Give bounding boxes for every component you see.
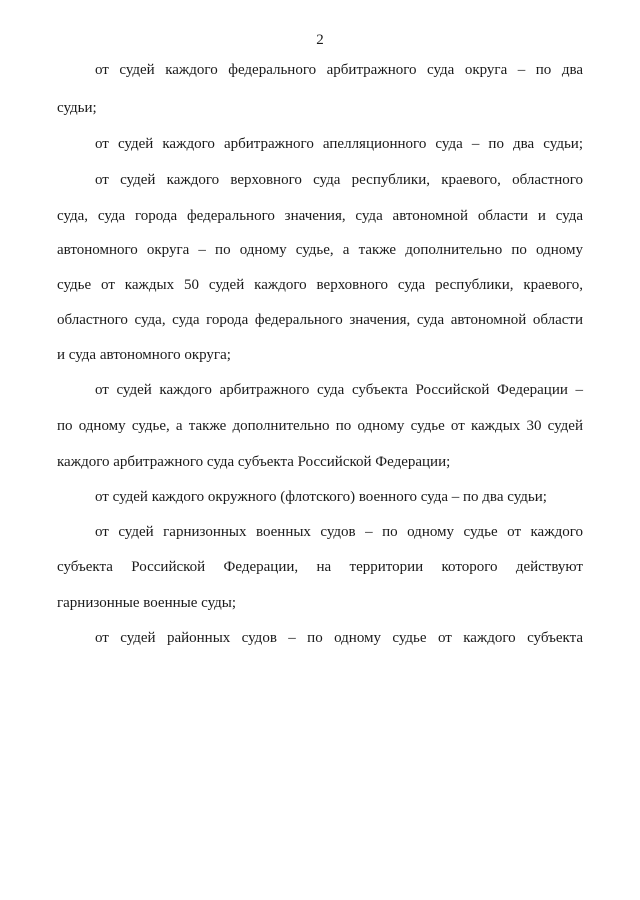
text-line: автономного округа – по одному судье, а также дополнительно по одному xyxy=(57,242,583,258)
text-line: от судей каждого федерального арбитражного суда округа – по два xyxy=(95,62,583,78)
text-line: областного суда, суда города федерального значения, суда автономной области xyxy=(57,312,583,328)
text-line: суда, суда города федерального значения, суда автономной области и суда xyxy=(57,208,583,224)
text-line: от судей гарнизонных военных судов – по одному судье от каждого xyxy=(95,524,583,540)
text-line: судье от каждых 50 судей каждого верховного суда республики, краевого, xyxy=(57,277,583,293)
text-line: каждого арбитражного суда субъекта Российской Федерации; xyxy=(57,454,451,470)
text-line: от судей каждого арбитражного суда субъекта Российской Федерации – xyxy=(95,382,583,398)
text-line: от судей каждого арбитражного апелляционного суда – по два судьи; xyxy=(95,136,583,152)
text-line: субъекта Российской Федерации, на территории которого действуют xyxy=(57,559,583,575)
text-line: по одному судье, а также дополнительно по одному судье от каждых 30 судей xyxy=(57,418,583,434)
text-line: судьи; xyxy=(57,100,97,116)
text-line: от судей каждого окружного (флотского) военного суда – по два судьи; xyxy=(95,489,547,505)
text-line: гарнизонные военные суды; xyxy=(57,595,236,611)
text-line: и суда автономного округа; xyxy=(57,347,231,363)
page-number: 2 xyxy=(316,32,324,48)
text-line: от судей районных судов – по одному судье от каждого субъекта xyxy=(95,630,583,646)
text-line: от судей каждого верховного суда республики, краевого, областного xyxy=(95,172,583,188)
